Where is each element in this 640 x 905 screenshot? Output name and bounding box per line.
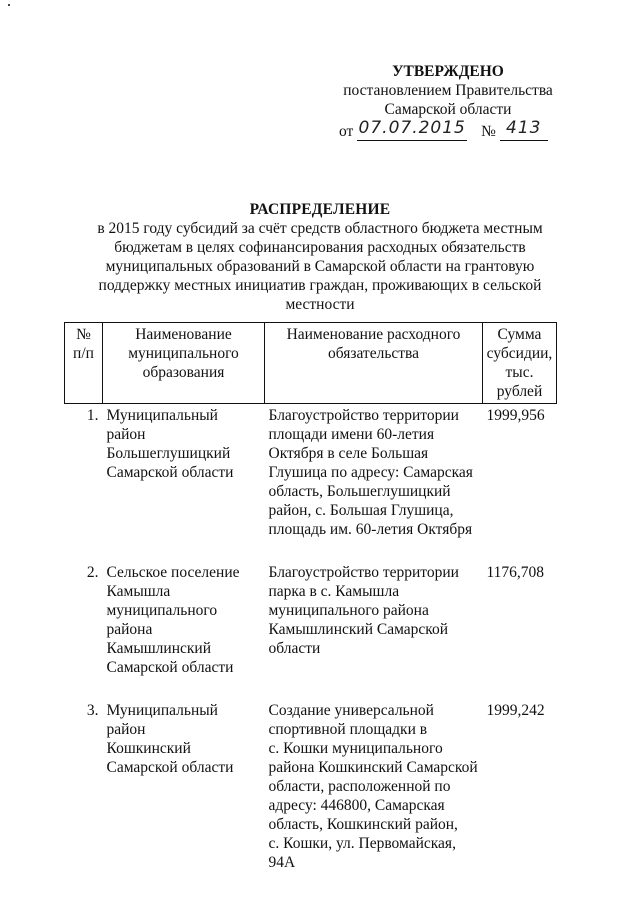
document-subtitle-line: муниципальных образований в Самарской области на грантовую: [105, 258, 535, 275]
row-amount: 1999,242: [486, 702, 545, 719]
header-obligation: Наименование расходного обязательства: [265, 323, 483, 404]
table-row: [65, 699, 557, 894]
row-amount: 1176,708: [486, 564, 545, 581]
approval-line-1: постановлением Правительства: [343, 82, 553, 99]
document-title: РАСПРЕДЕЛЕНИЕ: [249, 201, 391, 218]
distribution-table: [64, 322, 557, 894]
row-obligation: Благоустройство территории парка в с. Камышла муниципального района Камышлинский Самарской области: [268, 564, 459, 657]
document-subtitle-line: в 2015 году субсидий за счёт средств областного бюджета местным: [97, 220, 543, 237]
row-number: 1.: [86, 407, 99, 424]
table-row: [65, 404, 557, 562]
document-subtitle-line: поддержку местных инициатив граждан, проживающих в сельской: [98, 277, 542, 294]
table-header-row: [65, 323, 557, 404]
row-obligation: Благоустройство территории площади имени 60-летия Октября в селе Большая Глушица по адресу: Самарская область, Большеглушицкий район, с. Большая Глушица, площадь им. 60-летия Октября: [268, 407, 473, 538]
number-prefix: №: [481, 123, 496, 140]
row-municipality: Сельское поселение Камышла муниципального района Камышлинский Самарской области: [106, 564, 240, 676]
handwritten-date: 07.07.2015: [358, 118, 466, 138]
row-amount: 1999,956: [486, 407, 545, 424]
table-row: [65, 561, 557, 699]
approval-line-2: Самарской области: [384, 101, 512, 118]
approval-block: [333, 62, 563, 141]
row-obligation: Создание универсальной спортивной площадки в с. Кошки муниципального района Кошкинский Самарской области, расположенной по адресу: 446800, Самарская область, Кошкинский район, с. Кошки, ул. Первомайская, 94А: [268, 702, 478, 871]
row-municipality: Муниципальный район Кошкинский Самарской области: [106, 702, 234, 776]
header-number: № п/п: [65, 323, 103, 404]
date-field: [357, 119, 467, 141]
approval-date-line: [333, 119, 563, 141]
approval-title: УТВЕРЖДЕНО: [392, 63, 504, 80]
header-amount: Сумма субсидии, тыс. рублей: [483, 323, 557, 404]
document-subtitle-line: бюджетам в целях софинансирования расходных обязательств: [114, 239, 526, 256]
document-subtitle-line: местности: [285, 296, 355, 313]
handwritten-number: 413: [506, 118, 542, 138]
row-number: 2.: [86, 564, 99, 581]
document-heading: [70, 200, 570, 314]
date-prefix: от: [339, 123, 354, 140]
row-number: 3.: [86, 702, 99, 719]
row-municipality: Муниципальный район Большеглушицкий Самарской области: [106, 407, 234, 481]
header-municipality: Наименование муниципального образования: [103, 323, 265, 404]
scan-artifact-dot: [8, 4, 10, 6]
number-field: [500, 119, 548, 141]
